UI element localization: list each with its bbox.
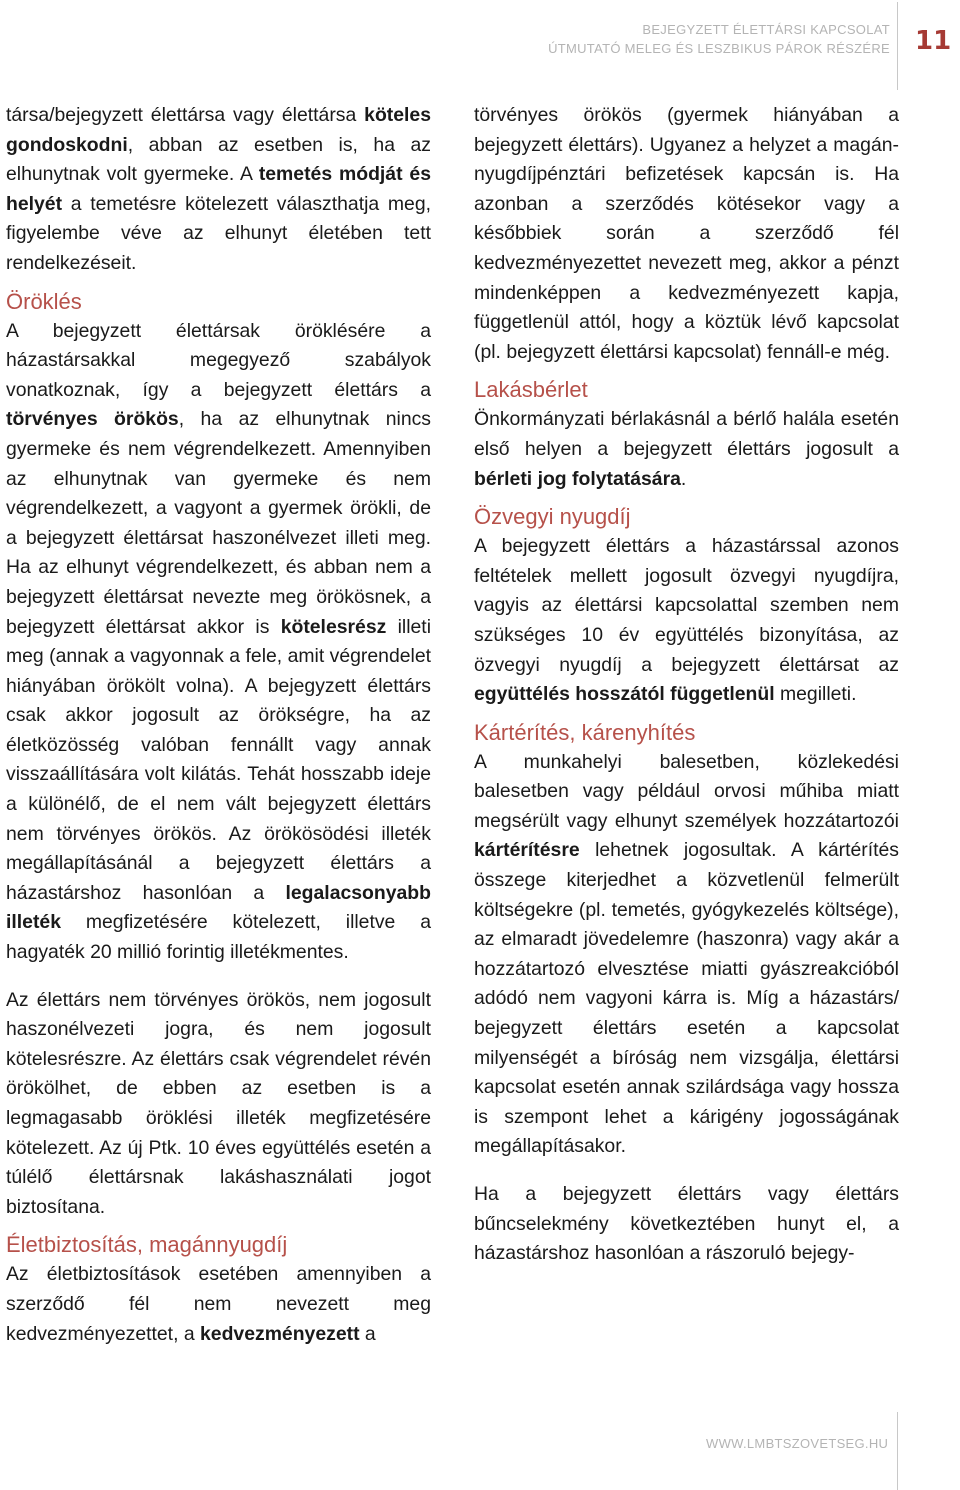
bold-phrase: kártérítésre: [474, 839, 580, 862]
bold-phrase: kedvezményezett: [200, 1322, 360, 1345]
footer-url: WWW.LMBTSZOVETSEG.HU: [706, 1436, 889, 1451]
paragraph: Önkormányzati bérlakásnál a bérlő halála esetén első helyen a bejegyzett élettárs jogosult a bérleti jog folytatására.: [474, 408, 899, 490]
bold-phrase: köteles gondoskodni: [6, 104, 431, 156]
section-heading-eletbiztositas: Életbiztosítás, magánnyugdíj: [6, 1232, 288, 1258]
footer-divider: [897, 1412, 898, 1490]
bold-phrase: törvényes örökös: [6, 408, 179, 431]
section-heading-orokles: Öröklés: [6, 288, 82, 314]
paragraph: Az életbiztosítások esetében amennyiben a szerződő fél nem nevezett meg kedvezményezettet, a kedvezményezett a: [6, 1263, 431, 1345]
bold-phrase: kötelesrész: [280, 615, 387, 638]
section-heading-ozvegyi-nyugdij: Özvegyi nyugdíj: [474, 504, 631, 530]
paragraph: törvényes örökös (gyermek hiányában a bejegyzett élettárs). Ugyanez a helyzet a magán-nyugdíjpénztári befizetések kapcsán is. Ha azonban a szerződés kötésekor vagy a későbbiek során a szerződő fél kedvezményezettet nevezett meg, akkor a pénzt mindenképpen a kedvezményezett kapja, függetlenül attól, hogy a köztük lévő kapcsolat (pl. bejegyzett élettársi kapcsolat) fennáll-e még.: [474, 104, 899, 363]
bold-phrase: együttélés hosszától függetlenül: [474, 683, 775, 706]
section-heading-lakasberlet: Lakásbérlet: [474, 377, 588, 403]
right-column: [474, 101, 899, 1269]
paragraph: társa/bejegyzett élettársa vagy élettársa köteles gondoskodni, abban az esetben is, ha az elhunytnak volt gyermeke. A temetés módját és helyét a temetésre kötelezett választhatja meg, figyelembe véve az elhunyt életében tett rendelkezéseit.: [6, 104, 431, 274]
running-header: [548, 20, 890, 58]
page-number: 11: [915, 26, 952, 56]
section-heading-karteritas: Kártérítés, kárenyhítés: [474, 719, 696, 745]
left-column: [6, 101, 431, 1349]
header-divider: [897, 2, 898, 90]
header-subtitle: ÚTMUTATÓ MELEG ÉS LESZBIKUS PÁROK RÉSZÉRE: [548, 41, 890, 56]
paragraph: A bejegyzett élettársak öröklésére a házastársakkal megegyező szabályok vonatkoznak, így a bejegyzett élettárs a törvényes örökös, ha az elhunytnak nincs gyermeke és nem végrendelkezett. Amennyiben az elhunytnak van gyermeke és nem végrendelkezett, a vagyont a gyermek örökli, de a bejegyzett élettársat haszonélvezet illeti meg. Ha az elhunyt végrendelkezett, és abban nem a bejegyzett élettársat nevezte meg örökösnek, a bejegyzett élettársat akkor is kötelesrész illeti meg (annak a vagyonnak a fele, amit végrendelet hiányában örökölt volna). A bejegyzett élettárs csak akkor jogosult az örökségre, ha az életközösség valóban fennállt vagy annak visszaállítására volt kilátás. Tehát hosszabb ideje a különélő, de el nem vált bejegyzett élettárs nem törvényes örökös. Az örökösödési illeték megállapításánál a bejegyzett élettárs a házastárshoz hasonlóan a legalacsonyabb illeték megfizetésére kötelezett, illetve a hagyaték 20 millió forintig illetékmentes.: [6, 319, 432, 964]
paragraph: A munkahelyi balesetben, közlekedési balesetben vagy például orvosi műhiba miatt megsérült vagy elhunyt személyek hozzátartozói kártérítésre lehetnek jogosultak. A kártérítés összege kiterjedhet a közvetlenül felmerült költségekre (pl. temetés, gyógykezelés költsége), az elmaradt jövedelemre (haszonra) vagy akár a hozzátartozó elvesztése miatti gyászreakcióból adódó nem vagyoni kárra is. Míg a házastárs/ bejegyzett élettárs esetén a kapcsolat milyenségét a bíróság nem vizsgálja, élettársi kapcsolat esetén annak szilárdsága vagy hossza is szempont lehet a kárigény jogosságának megállapításakor.: [474, 750, 899, 1158]
header-title: BEJEGYZETT ÉLETTÁRSI KAPCSOLAT: [642, 22, 890, 37]
bold-phrase: temetés módját és helyét: [6, 163, 431, 215]
paragraph: Ha a bejegyzett élettárs vagy élettárs bűncselekmény következtében hunyt el, a házastárshoz hasonlóan a rászoruló bejegy-: [474, 1183, 899, 1265]
bold-phrase: legalacsonyabb illeték: [6, 881, 431, 934]
paragraph: Az élettárs nem törvényes örökös, nem jogosult haszonélvezeti jogra, és nem jogosult kötelesrészre. Az élettárs csak végrendelet révén örökölhet, de ebben az esetben is a legmagasabb öröklési illeték megfizetésére kötelezett. Az új Ptk. 10 éves együttélés esetén a túlélő élettársnak lakáshasználati jogot biztosítana.: [6, 988, 431, 1218]
bold-phrase: bérleti jog folytatására: [474, 467, 681, 490]
paragraph: A bejegyzett élettárs a házastárssal azonos feltételek mellett jogosult özvegyi nyugdíjra, vagyis az élettársi kapcsolattal szemben nem szükséges 10 év együttélés bizonyítása, az özvegyi nyugdíj a bejegyzett élettársat az együttélés hosszától függetlenül megilleti.: [474, 535, 899, 706]
